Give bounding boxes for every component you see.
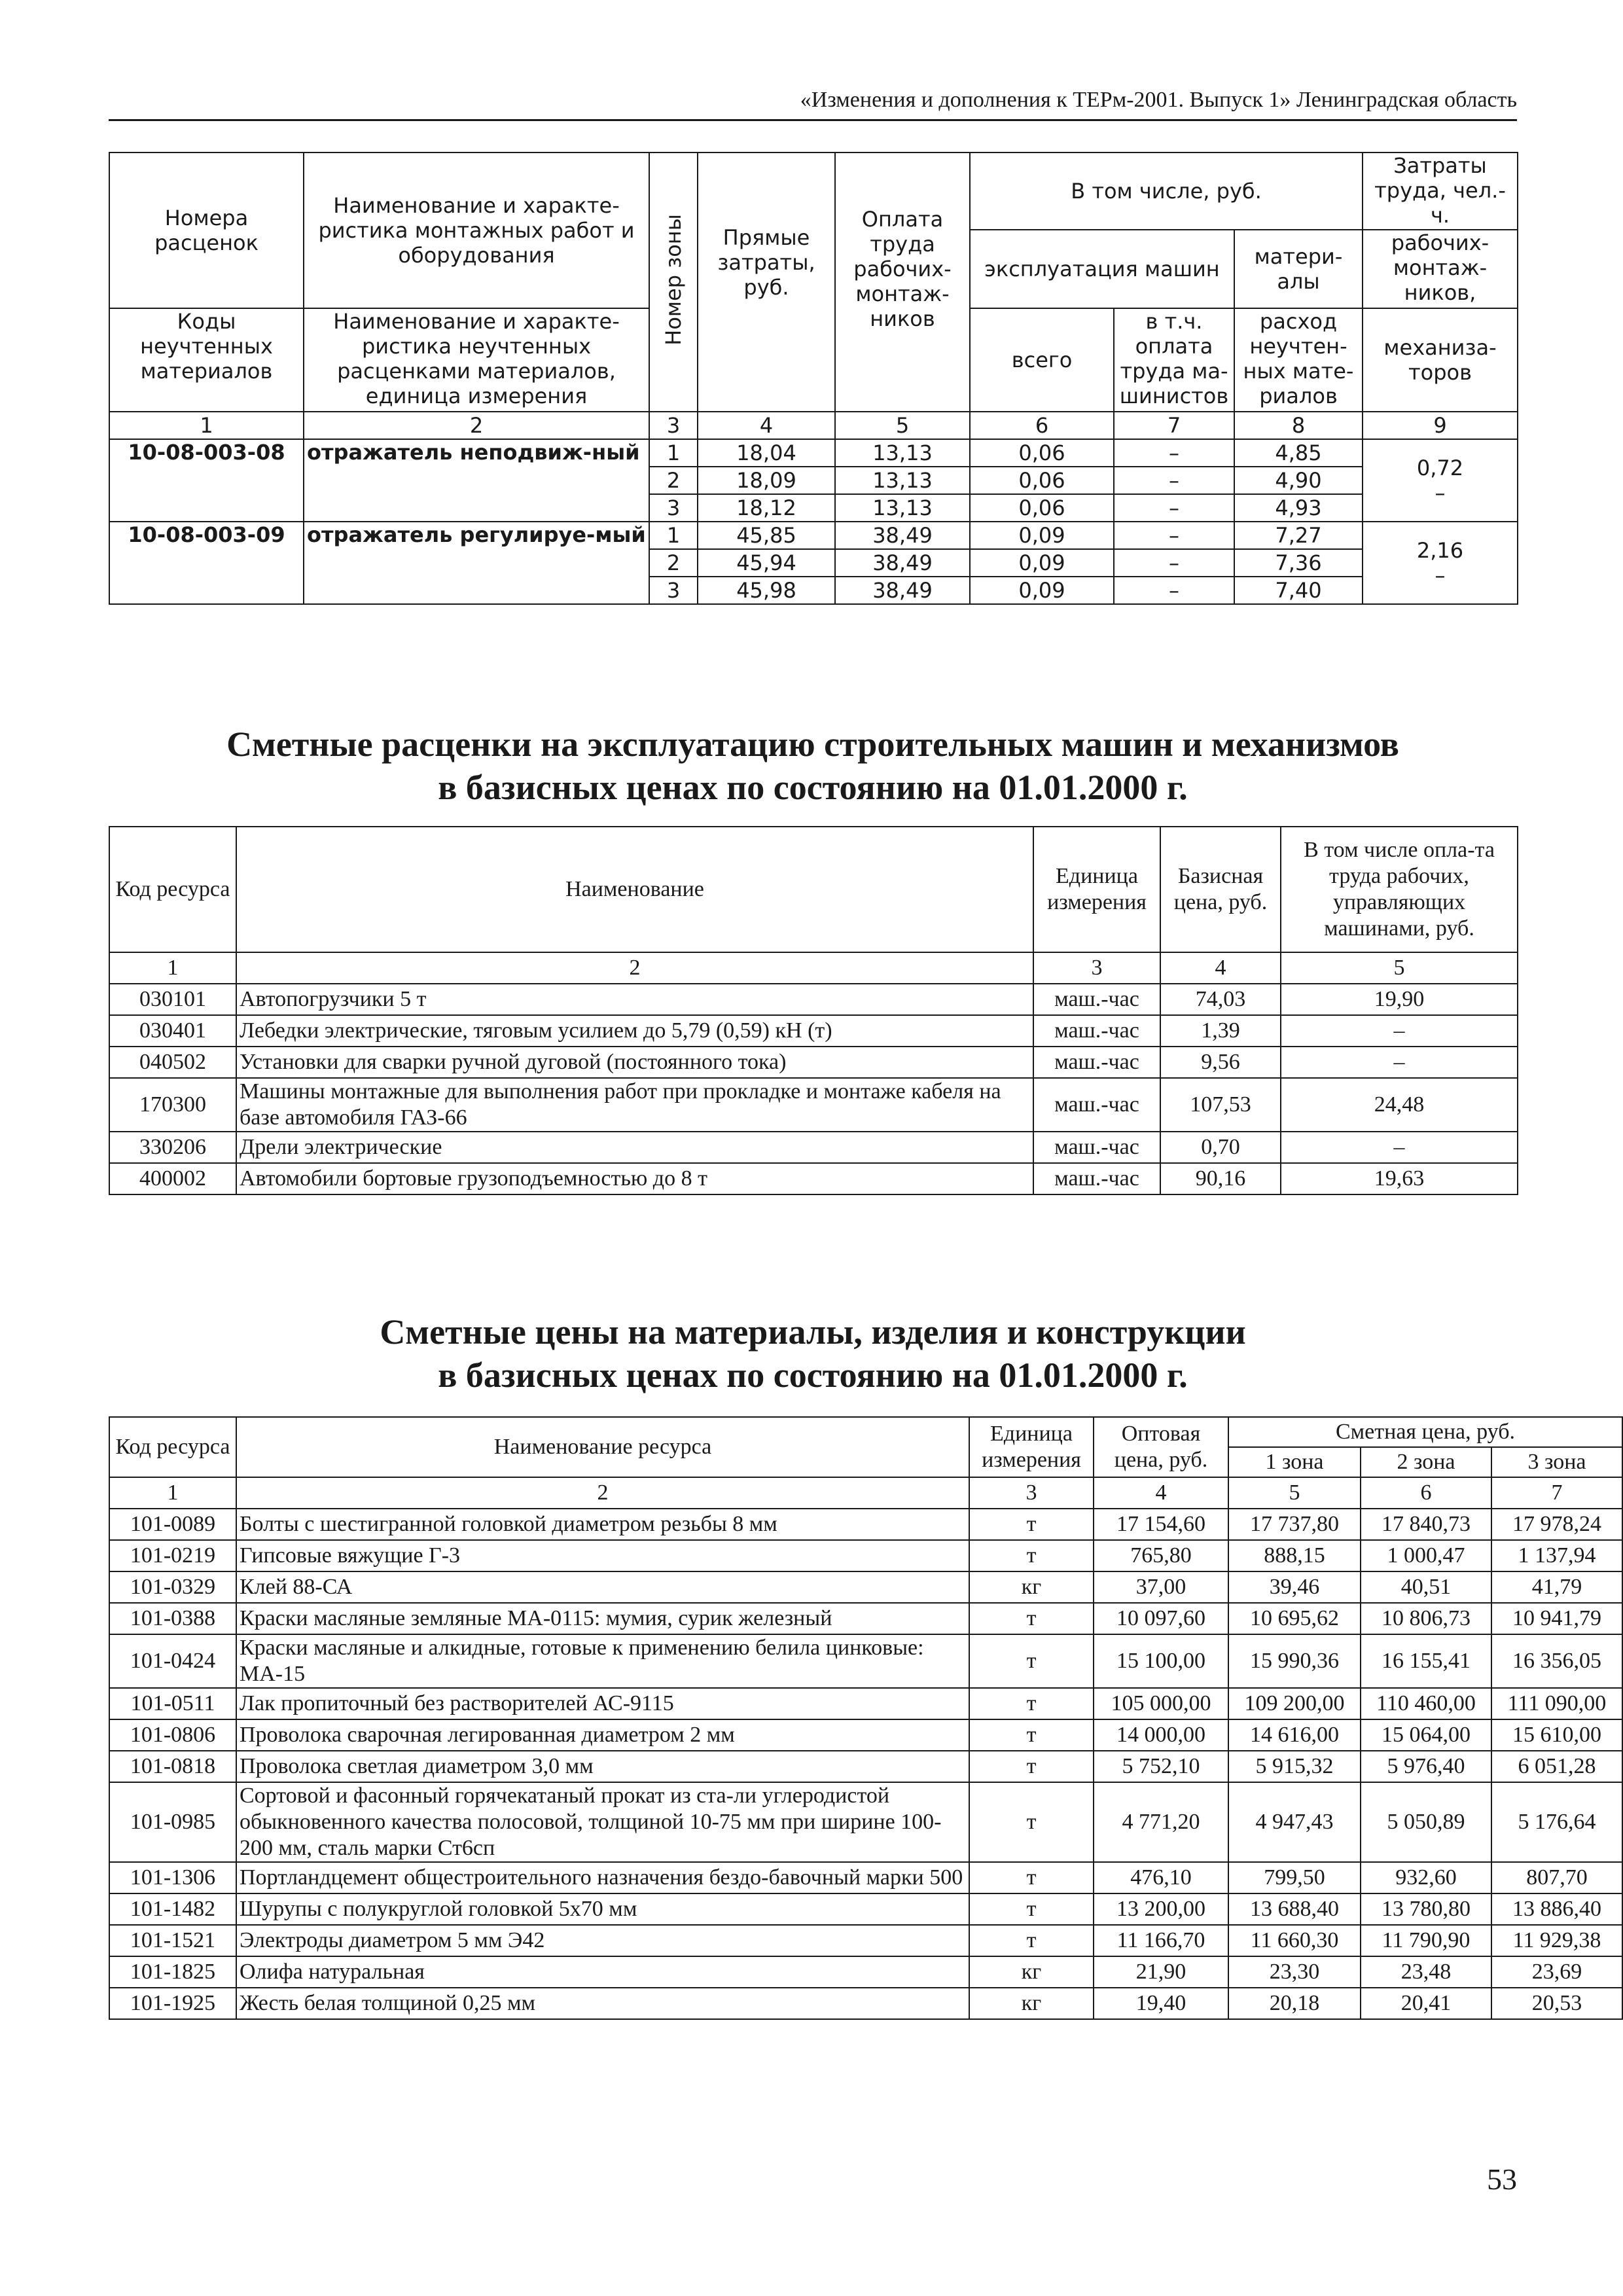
table-row: 101-0985 Сортовой и фасонный горячекатаный прокат из ста-ли углеродистой обыкновенного качества полосовой, толщиной 10-75 мм при ширине 100-200 мм, сталь марки Ст6сп т 4 771,20 4 947,43 5 050,89 5 176,64 [109,1782,1622,1862]
th-zone2: 2 зона [1361,1447,1491,1477]
th-wholesale: Оптовая цена, руб. [1094,1417,1228,1477]
section2-title: Сметные расценки на эксплуатацию строительных машин и механизмов в базисных ценах по состоянию на 01.01.2000 г. [226,725,1399,807]
table-row: 101-1925 Жесть белая толщиной 0,25 мм кг 19,40 20,18 20,41 20,53 [109,1988,1622,2019]
th-name: Наименование [236,827,1033,952]
page-number: 53 [1487,2162,1517,2196]
th-zone3: 3 зона [1491,1447,1622,1477]
th-name-unaccounted: Наименование и характе-ристика неучтенных расценками материалов, единица измерения [304,308,649,412]
table-row: 3 45,98 38,49 0,09 – 7,40 [109,577,1518,604]
table2-colnums: 1 2 3 4 5 [109,952,1518,984]
th-estimate-price: Сметная цена, руб. [1228,1417,1622,1447]
table-row: 040502 Установки для сварки ручной дуговой (постоянного тока) маш.-час 9,56 – [109,1047,1518,1078]
th-labor-costs: Затраты труда, чел.-ч. [1363,152,1518,230]
table-row: 2 18,09 13,13 0,06 – 4,90 [109,467,1518,494]
table-row: 101-0806 Проволока сварочная легированная диаметром 2 мм т 14 000,00 14 616,00 15 064,00 15 610,00 [109,1719,1622,1751]
table-row: 101-0818 Проволока светлая диаметром 3,0 мм т 5 752,10 5 915,32 5 976,40 6 051,28 [109,1751,1622,1782]
th-zone1: 1 зона [1228,1447,1361,1477]
table-row: 101-0511 Лак пропиточный без растворителей АС-9115 т 105 000,00 109 200,00 110 460,00 111 090,00 [109,1688,1622,1719]
th-incl-wages: В том числе опла-та труда рабочих, управляющих машинами, руб. [1281,827,1518,952]
table-row: 101-0219 Гипсовые вяжущие Г-3 т 765,80 888,15 1 000,47 1 137,94 [109,1540,1622,1571]
th-machine-operation: эксплуатация машин [970,230,1234,308]
table-row: 2 45,94 38,49 0,09 – 7,36 [109,549,1518,577]
table-row: 101-1306 Портландцемент общестроительного назначения бездо-бавочный марки 500 т 476,10 799,50 932,60 807,70 [109,1862,1622,1893]
th-unit: Единица измерения [969,1417,1094,1477]
materials-table [109,1416,1623,2020]
th-direct-costs: Прямые затраты, руб. [698,152,835,412]
th-code: Код ресурса [109,827,236,952]
th-name-work: Наименование и характе-ристика монтажных работ и оборудования [304,152,649,308]
table-row: 030101 Автопогрузчики 5 т маш.-час 74,03 19,90 [109,984,1518,1015]
th-num-rates: Номера расценок [109,152,304,308]
rates-table [109,152,1518,605]
th-base-price: Базисная цена, руб. [1160,827,1281,952]
table3-colnums: 1 2 3 4 5 6 7 [109,1477,1622,1509]
th-total: всего [970,308,1114,412]
machines-table [109,826,1518,1195]
th-incl-rub: В том числе, руб. [970,152,1363,230]
table-row: 170300 Машины монтажные для выполнения работ при прокладке и монтаже кабеля на базе автомобиля ГАЗ-66 маш.-час 107,53 24,48 [109,1078,1518,1132]
table-row: 101-0089 Болты с шестигранной головкой диаметром резьбы 8 мм т 17 154,60 17 737,80 17 840,73 17 978,24 [109,1509,1622,1540]
th-consumption-unaccounted: расход неучтен-ных мате-риалов [1234,308,1363,412]
th-incl-wages-drivers: в т.ч. оплата труда ма-шинистов [1114,308,1234,412]
section3-title: Сметные цены на материалы, изделия и конструкции в базисных ценах по состоянию на 01.01.2000 г. [380,1312,1246,1395]
table-row: 400002 Автомобили бортовые грузоподъемностью до 8 т маш.-час 90,16 19,63 [109,1163,1518,1194]
table-row: 10-08-003-08 отражатель неподвиж-ный 1 18,04 13,13 0,06 – 4,85 0,72 – [109,439,1518,467]
th-codes-unaccounted: Коды неучтенных материалов [109,308,304,412]
table-row: 330206 Дрели электрические маш.-час 0,70 – [109,1132,1518,1163]
th-machinists: механиза-торов [1363,308,1518,412]
th-code: Код ресурса [109,1417,236,1477]
table-row: 101-0388 Краски масляные земляные МА-0115: мумия, сурик железный т 10 097,60 10 695,62 10 806,73 10 941,79 [109,1603,1622,1634]
th-zone-no: Номер зоны [649,152,698,412]
table-row: 101-1825 Олифа натуральная кг 21,90 23,30 23,48 23,69 [109,1956,1622,1988]
th-workers-installers: рабочих-монтаж-ников, [1363,230,1518,308]
th-wages: Оплата труда рабочих-монтаж-ников [835,152,970,412]
th-unit: Единица измерения [1033,827,1160,952]
table-row: 101-0329 Клей 88-СА кг 37,00 39,46 40,51 41,79 [109,1571,1622,1603]
table-row: 101-0424 Краски масляные и алкидные, готовые к применению белила цинковые: МА-15 т 15 100,00 15 990,36 16 155,41 16 356,05 [109,1634,1622,1688]
table-row: 101-1482 Шурупы с полукруглой головкой 5х70 мм т 13 200,00 13 688,40 13 780,80 13 886,40 [109,1893,1622,1925]
running-header: «Изменения и дополнения к ТЕРм-2001. Выпуск 1» Ленинградская область [109,84,1517,121]
table-row: 10-08-003-09 отражатель регулируе-мый 1 45,85 38,49 0,09 – 7,27 2,16 – [109,522,1518,549]
table1-colnums: 1 2 3 4 5 6 7 8 9 [109,412,1518,439]
th-name: Наименование ресурса [236,1417,969,1477]
table-row: 3 18,12 13,13 0,06 – 4,93 [109,494,1518,522]
table-row: 101-1521 Электроды диаметром 5 мм Э42 т 11 166,70 11 660,30 11 790,90 11 929,38 [109,1925,1622,1956]
th-materials: матери-алы [1234,230,1363,308]
table-row: 030401 Лебедки электрические, тяговым усилием до 5,79 (0,59) кН (т) маш.-час 1,39 – [109,1015,1518,1047]
